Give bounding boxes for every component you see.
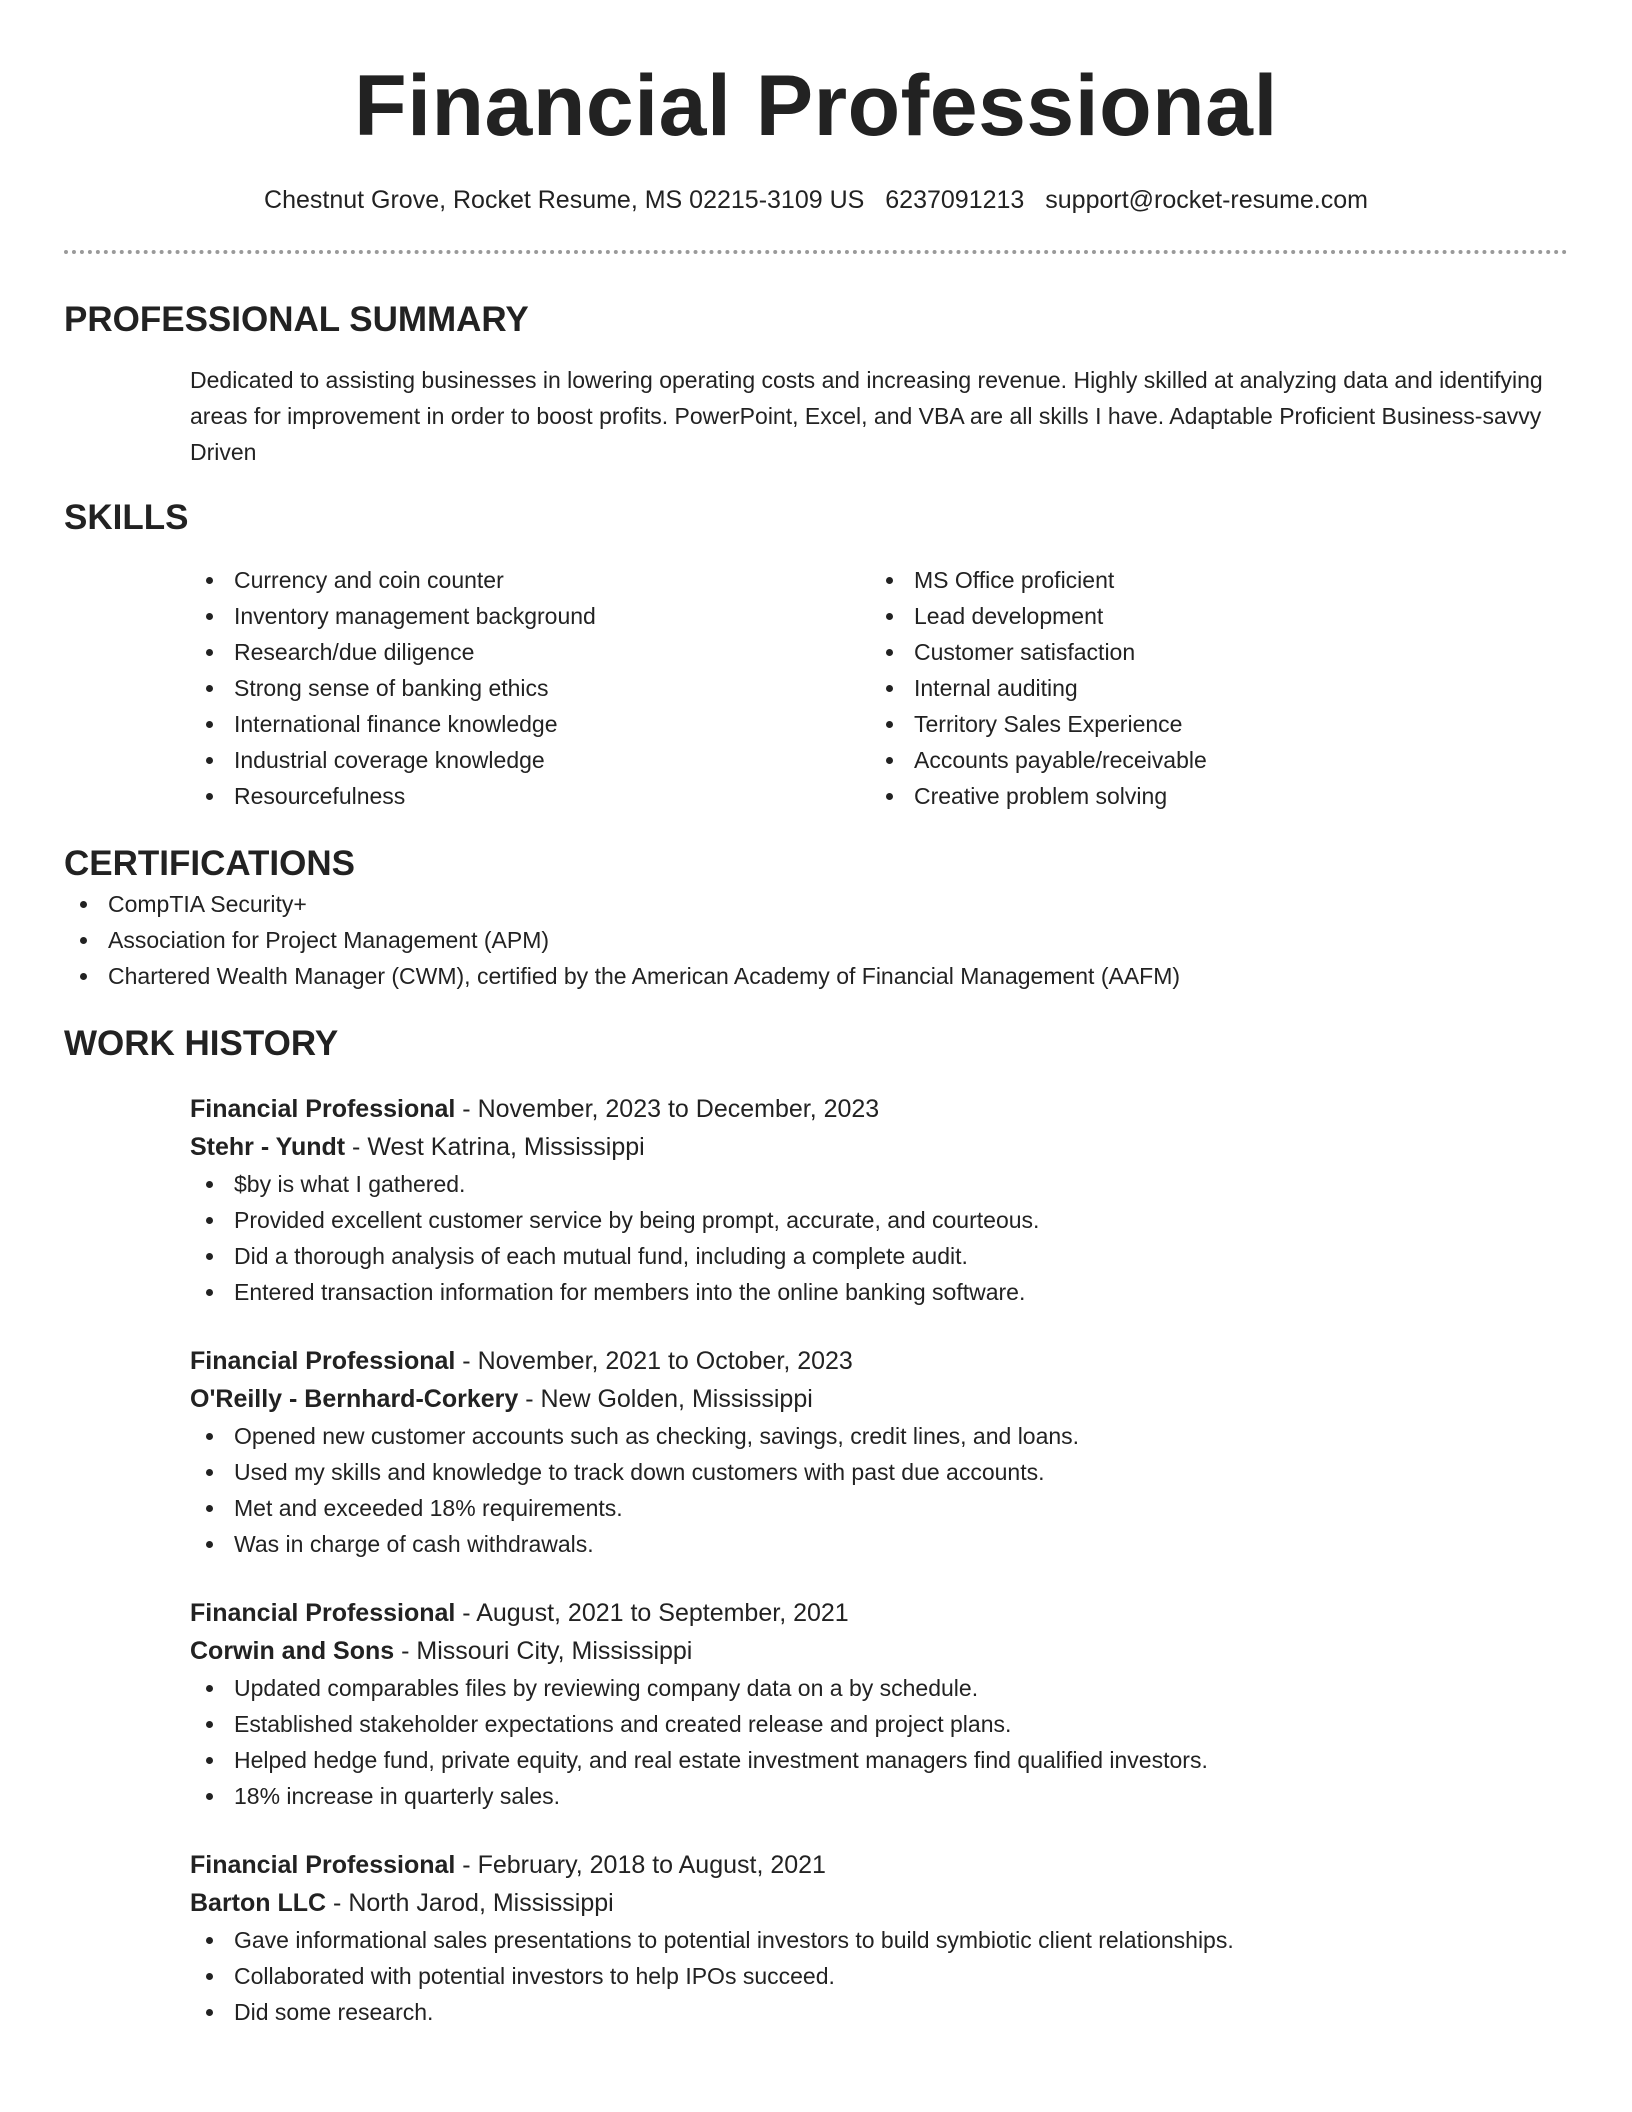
list-item: Opened new customer accounts such as checking, savings, credit lines, and loans. <box>190 1418 1568 1454</box>
job-bullets <box>190 1418 1568 1562</box>
job-company: Corwin and Sons <box>190 1637 395 1665</box>
job-dates: - November, 2023 to December, 2023 <box>455 1095 880 1123</box>
job-title: Financial Professional <box>190 1095 456 1123</box>
resume-title: Financial Professional <box>354 58 1278 154</box>
list-item: Creative problem solving <box>870 778 1550 814</box>
job-company-line <box>190 1884 1568 1922</box>
list-item: Currency and coin counter <box>190 562 870 598</box>
list-item: Was in charge of cash withdrawals. <box>190 1526 1568 1562</box>
list-item: Established stakeholder expectations and created release and project plans. <box>190 1706 1568 1742</box>
list-item: Territory Sales Experience <box>870 706 1550 742</box>
list-item: Accounts payable/receivable <box>870 742 1550 778</box>
job-bullets <box>190 1670 1568 1814</box>
job-dates: - August, 2021 to September, 2021 <box>455 1599 849 1627</box>
list-item: CompTIA Security+ <box>64 886 1568 922</box>
job-bullets <box>190 1166 1568 1310</box>
job-entry <box>190 1090 1568 1310</box>
list-item: Did a thorough analysis of each mutual fund, including a complete audit. <box>190 1238 1568 1274</box>
skills-column-right <box>870 562 1550 814</box>
section-certifications <box>64 842 1568 994</box>
list-item: International finance knowledge <box>190 706 870 742</box>
job-title-line <box>190 1594 1568 1632</box>
job-title-line <box>190 1846 1568 1884</box>
job-entry <box>190 1594 1568 1814</box>
job-location: - Missouri City, Mississippi <box>394 1637 693 1665</box>
job-title: Financial Professional <box>190 1599 456 1627</box>
section-summary <box>64 298 1568 470</box>
list-item: Updated comparables files by reviewing company data on a by schedule. <box>190 1670 1568 1706</box>
work-history-heading: WORK HISTORY <box>64 1024 339 1063</box>
header-divider <box>64 250 1568 254</box>
job-title: Financial Professional <box>190 1851 456 1879</box>
job-company: Stehr - Yundt <box>190 1133 346 1161</box>
resume-page <box>64 0 1568 2030</box>
section-work-history <box>64 1022 1568 2030</box>
list-item: Met and exceeded 18% requirements. <box>190 1490 1568 1526</box>
list-item: 18% increase in quarterly sales. <box>190 1778 1568 1814</box>
job-company-line <box>190 1632 1568 1670</box>
certifications-heading: CERTIFICATIONS <box>64 844 356 883</box>
contact-email: support@rocket-resume.com <box>1045 186 1368 214</box>
list-item: Provided excellent customer service by being prompt, accurate, and courteous. <box>190 1202 1568 1238</box>
skills-heading: SKILLS <box>64 498 189 537</box>
list-item: Customer satisfaction <box>870 634 1550 670</box>
list-item: Chartered Wealth Manager (CWM), certified by the American Academy of Financial Management (AAFM) <box>64 958 1568 994</box>
job-title-line <box>190 1342 1568 1380</box>
job-entry <box>190 1342 1568 1562</box>
job-title-line <box>190 1090 1568 1128</box>
job-location: - West Katrina, Mississippi <box>345 1133 645 1161</box>
job-dates: - November, 2021 to October, 2023 <box>455 1347 853 1375</box>
list-item: Lead development <box>870 598 1550 634</box>
list-item: Resourcefulness <box>190 778 870 814</box>
job-bullets <box>190 1922 1568 2030</box>
contact-phone: 6237091213 <box>885 186 1025 214</box>
list-item: MS Office proficient <box>870 562 1550 598</box>
job-title: Financial Professional <box>190 1347 456 1375</box>
job-company: Barton LLC <box>190 1889 327 1917</box>
contact-address: Chestnut Grove, Rocket Resume, MS 02215-3109 US <box>264 186 865 214</box>
list-item: Association for Project Management (APM) <box>64 922 1568 958</box>
list-item: $by is what I gathered. <box>190 1166 1568 1202</box>
certifications-list <box>64 886 1568 994</box>
list-item: Research/due diligence <box>190 634 870 670</box>
list-item: Entered transaction information for members into the online banking software. <box>190 1274 1568 1310</box>
skills-list-right <box>870 562 1550 814</box>
summary-heading: PROFESSIONAL SUMMARY <box>64 300 529 339</box>
job-dates: - February, 2018 to August, 2021 <box>455 1851 826 1879</box>
list-item: Did some research. <box>190 1994 1568 2030</box>
section-skills <box>64 496 1568 814</box>
summary-text: Dedicated to assisting businesses in lowering operating costs and increasing revenue. Highly skilled at analyzing data and identifying areas for improvement in order to boost profits. PowerPoint, Excel, and VBA are all skills I have. Adaptable Proficient Business-savvy Driven <box>190 367 1543 465</box>
list-item: Inventory management background <box>190 598 870 634</box>
list-item: Industrial coverage knowledge <box>190 742 870 778</box>
skills-list-left <box>190 562 870 814</box>
list-item: Used my skills and knowledge to track down customers with past due accounts. <box>190 1454 1568 1490</box>
list-item: Gave informational sales presentations to potential investors to build symbiotic client relationships. <box>190 1922 1568 1958</box>
skills-columns <box>190 562 1568 814</box>
skills-column-left <box>190 562 870 814</box>
list-item: Strong sense of banking ethics <box>190 670 870 706</box>
contact-line <box>64 184 1568 216</box>
job-location: - New Golden, Mississippi <box>518 1385 813 1413</box>
list-item: Helped hedge fund, private equity, and real estate investment managers find qualified investors. <box>190 1742 1568 1778</box>
job-company-line <box>190 1128 1568 1166</box>
job-entry <box>190 1846 1568 2030</box>
list-item: Collaborated with potential investors to help IPOs succeed. <box>190 1958 1568 1994</box>
job-company-line <box>190 1380 1568 1418</box>
job-company: O'Reilly - Bernhard-Corkery <box>190 1385 519 1413</box>
job-location: - North Jarod, Mississippi <box>326 1889 614 1917</box>
list-item: Internal auditing <box>870 670 1550 706</box>
